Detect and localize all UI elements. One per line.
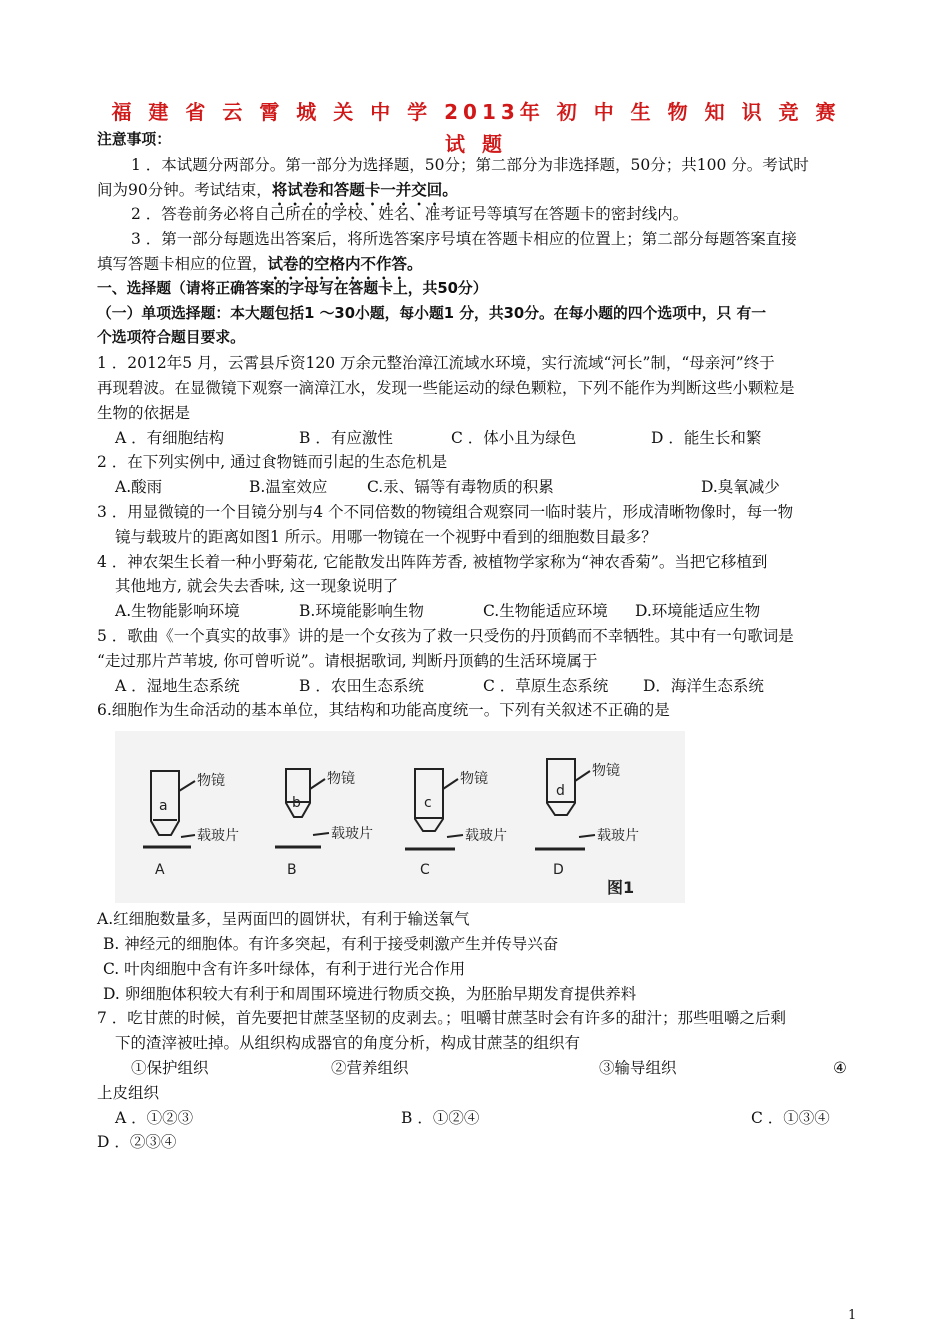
slide-label-a: 载玻片	[197, 828, 239, 845]
microscope-figure-svg	[115, 731, 685, 903]
notice-heading: 注意事项：	[97, 131, 171, 148]
objective-d	[535, 759, 595, 849]
objective-label-c: 物镜	[460, 771, 488, 788]
q7-item-4: ④	[833, 1058, 847, 1077]
q4-line2: 其他地方, 就会失去香味, 这一现象说明了	[115, 577, 399, 596]
page-number: 1	[848, 1308, 857, 1323]
panel-letter-a: A	[155, 862, 165, 879]
notice-item-3b-emphasis: 试卷的空格内不作答。	[267, 253, 423, 273]
notice-item-1b-text: 间为90分钟。考试结束，	[97, 180, 272, 199]
q1-line2: 再现碧波。在显微镜下观察一滴漳江水，发现一些能运动的绿色颗粒，下列不能作为判断这些小颗粒是	[97, 378, 795, 397]
q3-line1: 3 ．用显微镜的一个目镜分别与4 个不同倍数的物镜组合观察同一临时装片，形成清晰物像时，每一物	[97, 502, 794, 521]
panel-letter-c: C	[420, 862, 430, 879]
notice-item-1b-emphasis: 将试卷和答题卡一并交回。	[271, 179, 458, 199]
slide-label-d: 载玻片	[597, 828, 639, 845]
lens-letter-a: a	[159, 798, 168, 815]
objective-label-d: 物镜	[592, 763, 620, 780]
q2-option-a: A.酸雨	[115, 478, 163, 497]
panel-letter-d: D	[553, 862, 564, 879]
lens-letter-b: b	[292, 795, 301, 812]
section1-heading: 一、选择题（请将正确答案的字母写在答题卡上，共50分）	[97, 279, 488, 297]
q7-options	[97, 1106, 855, 1131]
q1-option-d: D ．能生长和繁	[651, 428, 762, 447]
notice-item-3a: 3 ．第一部分每题选出答案后，将所选答案序号填在答题卡相应的位置上；第二部分每题答案直接	[131, 230, 797, 249]
q4-option-c: C.生物能适应环境	[483, 602, 608, 621]
q7-line2: 下的渣滓被吐掉。从组织构成器官的角度分析，构成甘蔗茎的组织有	[115, 1034, 581, 1053]
objective-label-b: 物镜	[327, 771, 355, 788]
q1-option-c: C ．体小且为绿色	[451, 428, 577, 447]
notice-item-1b	[97, 178, 855, 203]
q5-option-b: B ．农田生态系统	[299, 676, 424, 695]
q3-line2: 镜与载玻片的距离如图1 所示。用哪一物镜在一个视野中看到的细胞数目最多？	[115, 527, 657, 546]
lens-letter-c: c	[424, 795, 432, 812]
q7-items	[97, 1056, 855, 1081]
q5-option-c: C ．草原生态系统	[483, 676, 609, 695]
notice-item-3b-text: 填写答题卡相应的位置，	[97, 254, 268, 273]
objective-label-a: 物镜	[197, 773, 225, 790]
q4-options	[97, 599, 855, 624]
objective-c	[405, 769, 463, 849]
q7-item-2: ②营养组织	[331, 1058, 409, 1077]
q7-line4: 上皮组织	[97, 1083, 160, 1102]
q6-option-d: D. 卵细胞体积较大有利于和周围环境进行物质交换，为胚胎早期发育提供养料	[103, 984, 637, 1003]
q7-item-1: ①保护组织	[131, 1058, 209, 1077]
q1-line3: 生物的依据是	[97, 403, 191, 422]
q5-options	[97, 674, 855, 699]
q1-line1: 1 ．2012年5 月，云霄县斥资120 万余元整治漳江流域水环境，实行流域“河长”制，“母亲河”终于	[97, 354, 775, 373]
q7-option-a: A ．①②③	[115, 1108, 194, 1127]
q1-options	[97, 426, 855, 451]
notice-item-2: 2 ．答卷前务必将自己所在的学校、姓名、准考证号等填写在答题卡的密封线内。	[131, 205, 689, 224]
slide-label-c: 载玻片	[465, 828, 507, 845]
slide-label-b: 载玻片	[331, 826, 373, 843]
section1-sub-b: 个选项符合题目要求。	[97, 329, 245, 347]
q6-option-b: B. 神经元的细胞体。有许多突起，有利于接受刺激产生并传导兴奋	[103, 934, 559, 953]
exam-page	[97, 96, 855, 1155]
q6-option-a: A.红细胞数量多，呈两面凹的圆饼状，有利于输送氧气	[97, 910, 470, 929]
q7-line1: 7 ．吃甘蔗的时候，首先要把甘蔗茎坚韧的皮剥去。；咀嚼甘蔗茎时会有许多的甜汁；那些咀嚼之后剩	[97, 1009, 787, 1028]
q2-option-c: C.汞、镉等有毒物质的积累	[367, 478, 554, 497]
q6-line1: 6.细胞作为生命活动的基本单位，其结构和功能高度统一。下列有关叙述不正确的是	[97, 701, 670, 720]
objective-a	[143, 771, 195, 847]
q4-option-b: B.环境能影响生物	[299, 602, 424, 621]
exam-title: 福 建 省 云 霄 城 关 中 学 2013年 初 中 生 物 知 识 竞 赛 试 题	[111, 100, 841, 156]
q5-option-d: D．海洋生态系统	[643, 676, 764, 695]
lens-letter-d: d	[556, 783, 565, 800]
notice-item-1a: 1 ．本试题分两部分。第一部分为选择题，50分；第二部分为非选择题，50分；共100 分。考试时	[131, 155, 809, 174]
q7-item-3: ③输导组织	[599, 1058, 677, 1077]
q2-options	[97, 475, 855, 500]
q5-line1: 5 ．歌曲《一个真实的故事》讲的是一个女孩为了救一只受伤的丹顶鹤而不幸牺牲。其中有一句歌词是	[97, 626, 794, 645]
q4-option-a: A.生物能影响环境	[115, 602, 240, 621]
q7-option-b: B ．①②④	[401, 1108, 480, 1127]
q1-option-a: A ．有细胞结构	[115, 428, 225, 447]
q2-option-b: B.温室效应	[249, 478, 328, 497]
q5-line2: “走过那片芦苇坡, 你可曾听说”。请根据歌词, 判断丹顶鹤的生活环境属于	[97, 651, 598, 670]
q6-option-c: C. 叶肉细胞中含有许多叶绿体，有利于进行光合作用	[103, 959, 466, 978]
q5-option-a: A ．湿地生态系统	[115, 676, 240, 695]
q4-option-d: D.环境能适应生物	[635, 602, 761, 621]
q7-option-c: C ．①③④	[751, 1108, 830, 1127]
q4-line1: 4 ．神农架生长着一种小野菊花, 它能散发出阵阵芳香, 被植物学家称为“神农香菊”。当把它移植到	[97, 552, 768, 571]
q1-option-b: B ．有应激性	[299, 428, 393, 447]
figure-caption: 图1	[607, 878, 635, 898]
panel-letter-b: B	[287, 862, 297, 879]
notice-item-3b	[97, 252, 855, 277]
q2-option-d: D.臭氧减少	[701, 478, 780, 497]
microscope-figure	[115, 731, 685, 903]
q7-option-d: D ．②③④	[97, 1133, 177, 1152]
objective-b	[275, 769, 329, 847]
q2-line1: 2 ．在下列实例中, 通过食物链而引起的生态危机是	[97, 453, 448, 472]
section1-sub-a: （一）单项选择题：本大题包括1 ～30小题，每小题1 分，共30分。在每小题的四个选项中，只 有一	[97, 304, 767, 322]
